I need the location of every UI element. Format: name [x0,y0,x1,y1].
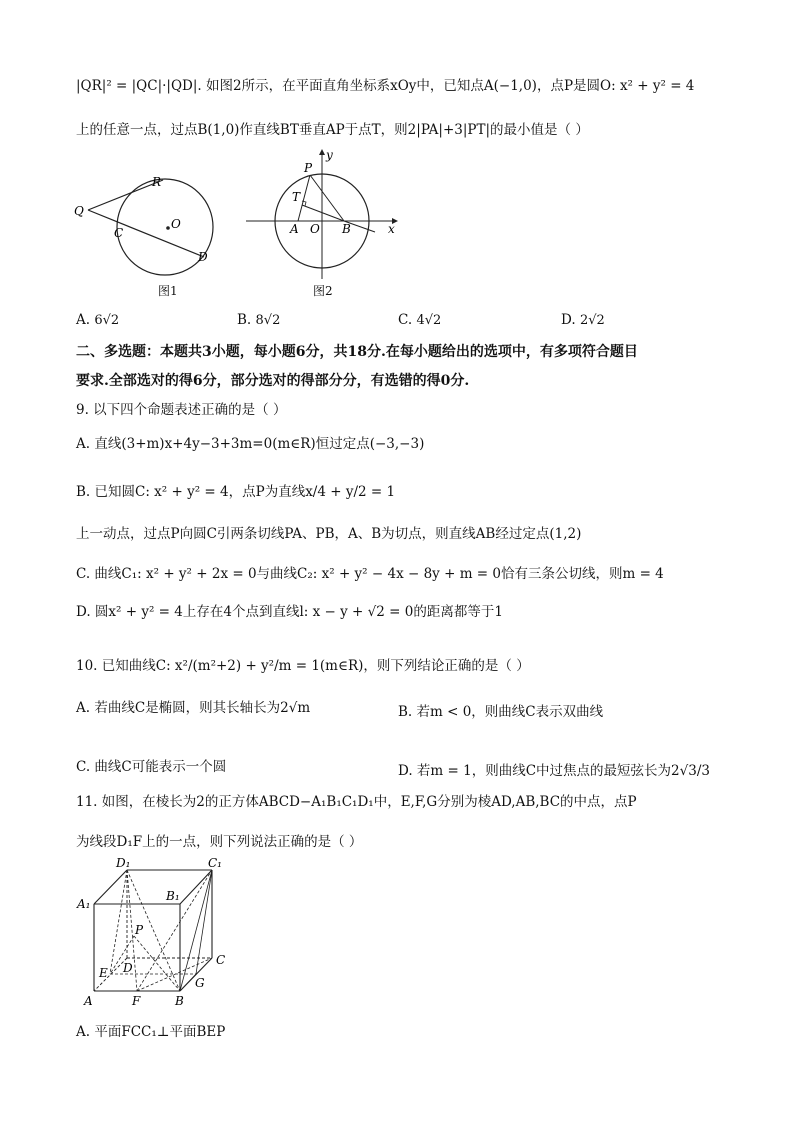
cube-label-p: P [135,923,144,937]
q11-stem-line2: 为线段D₁F上的一点，则下列说法正确的是（ ） [76,834,363,850]
section-2-heading-line1: 二、多选题：本题共3小题，每小题6分，共18分.在每小题给出的选项中，有多项符合题目 [76,344,638,360]
q9-option-c: C. 曲线C₁: x² + y² + 2x = 0与曲线C₂: x² + y² − 4x − 8y + m = 0恰有三条公切线，则m = 4 [76,566,664,582]
fig2-label-y: y [326,148,333,162]
cube-label-a1: A₁ [77,897,91,911]
q9-stem: 9. 以下四个命题表述正确的是（ ） [76,402,287,418]
fig1-label-o: O [171,217,181,231]
cube-label-d: D [123,961,133,975]
fig2-label-p: P [304,161,313,175]
cube-label-c1: C₁ [208,856,222,870]
q9-option-b-line1: B. 已知圆C: x² + y² = 4，点P为直线x/4 + y/2 = 1 [76,484,396,500]
fig2-label-a: A [290,222,299,236]
q8-option-d: D. 2√2 [561,312,605,328]
figure-1-circle-secant [70,170,230,285]
fig2-label-b: B [342,222,351,236]
fig2-label-x: x [388,222,395,236]
q8-text-line1: |QR|² = |QC|·|QD|. 如图2所示，在平面直角坐标系xOy中，已知点A(−1,0)，点P是圆O: x² + y² = 4 [76,78,695,94]
fig1-label-c: C [114,226,124,240]
q8-option-b: B. 8√2 [237,312,281,328]
q10-stem: 10. 已知曲线C: x²/(m²+2) + y²/m = 1(m∈R)，则下列结论正确的是（ ） [76,658,530,674]
cube-label-b1: B₁ [166,889,180,903]
cube-label-e: E [99,966,108,980]
q8-text-line2: 上的任意一点，过点B(1,0)作直线BT垂直AP于点T，则2|PA|+3|PT|的最小值是（ ） [76,122,589,138]
cube-label-b: B [175,994,184,1008]
cube-label-c: C [216,953,226,967]
q8-option-a: A. 6√2 [76,312,120,328]
figure-cube [72,856,242,1011]
cube-label-d1: D₁ [116,856,131,870]
q9-option-b-line2: 上一动点，过点P向圆C引两条切线PA、PB，A、B为切点，则直线AB经过定点(1,2) [76,526,582,542]
fig1-label-q: Q [74,204,84,218]
cube-label-a: A [84,994,93,1008]
q9-option-d: D. 圆x² + y² = 4上存在4个点到直线l: x − y + √2 = 0的距离都等于1 [76,604,503,620]
cube-label-g: G [195,976,205,990]
q8-option-c: C. 4√2 [398,312,442,328]
fig2-caption: 图2 [313,284,333,298]
q11-stem-line1: 11. 如图，在棱长为2的正方体ABCD−A₁B₁C₁D₁中，E,F,G分别为棱AD,AB,BC的中点，点P [76,794,637,810]
q10-option-d: D. 若m = 1，则曲线C中过焦点的最短弦长为2√3/3 [398,763,710,779]
fig1-label-d: D [198,250,208,264]
q10-option-a: A. 若曲线C是椭圆，则其长轴长为2√m [76,700,311,716]
fig2-label-t: T [292,190,301,204]
fig2-label-o: O [310,222,320,236]
cube-label-f: F [132,994,141,1008]
q10-option-b: B. 若m < 0，则曲线C表示双曲线 [398,704,604,720]
figure-2-coordinate-circle [240,145,405,285]
q10-option-c: C. 曲线C可能表示一个圆 [76,759,227,775]
fig1-label-r: R [152,175,162,189]
q11-option-a: A. 平面FCC₁⊥平面BEP [76,1024,226,1040]
section-2-heading-line2: 要求.全部选对的得6分，部分选对的得部分分，有选错的得0分. [76,373,470,389]
fig1-caption: 图1 [158,284,178,298]
q9-option-a: A. 直线(3+m)x+4y−3+3m=0(m∈R)恒过定点(−3,−3) [76,436,425,452]
